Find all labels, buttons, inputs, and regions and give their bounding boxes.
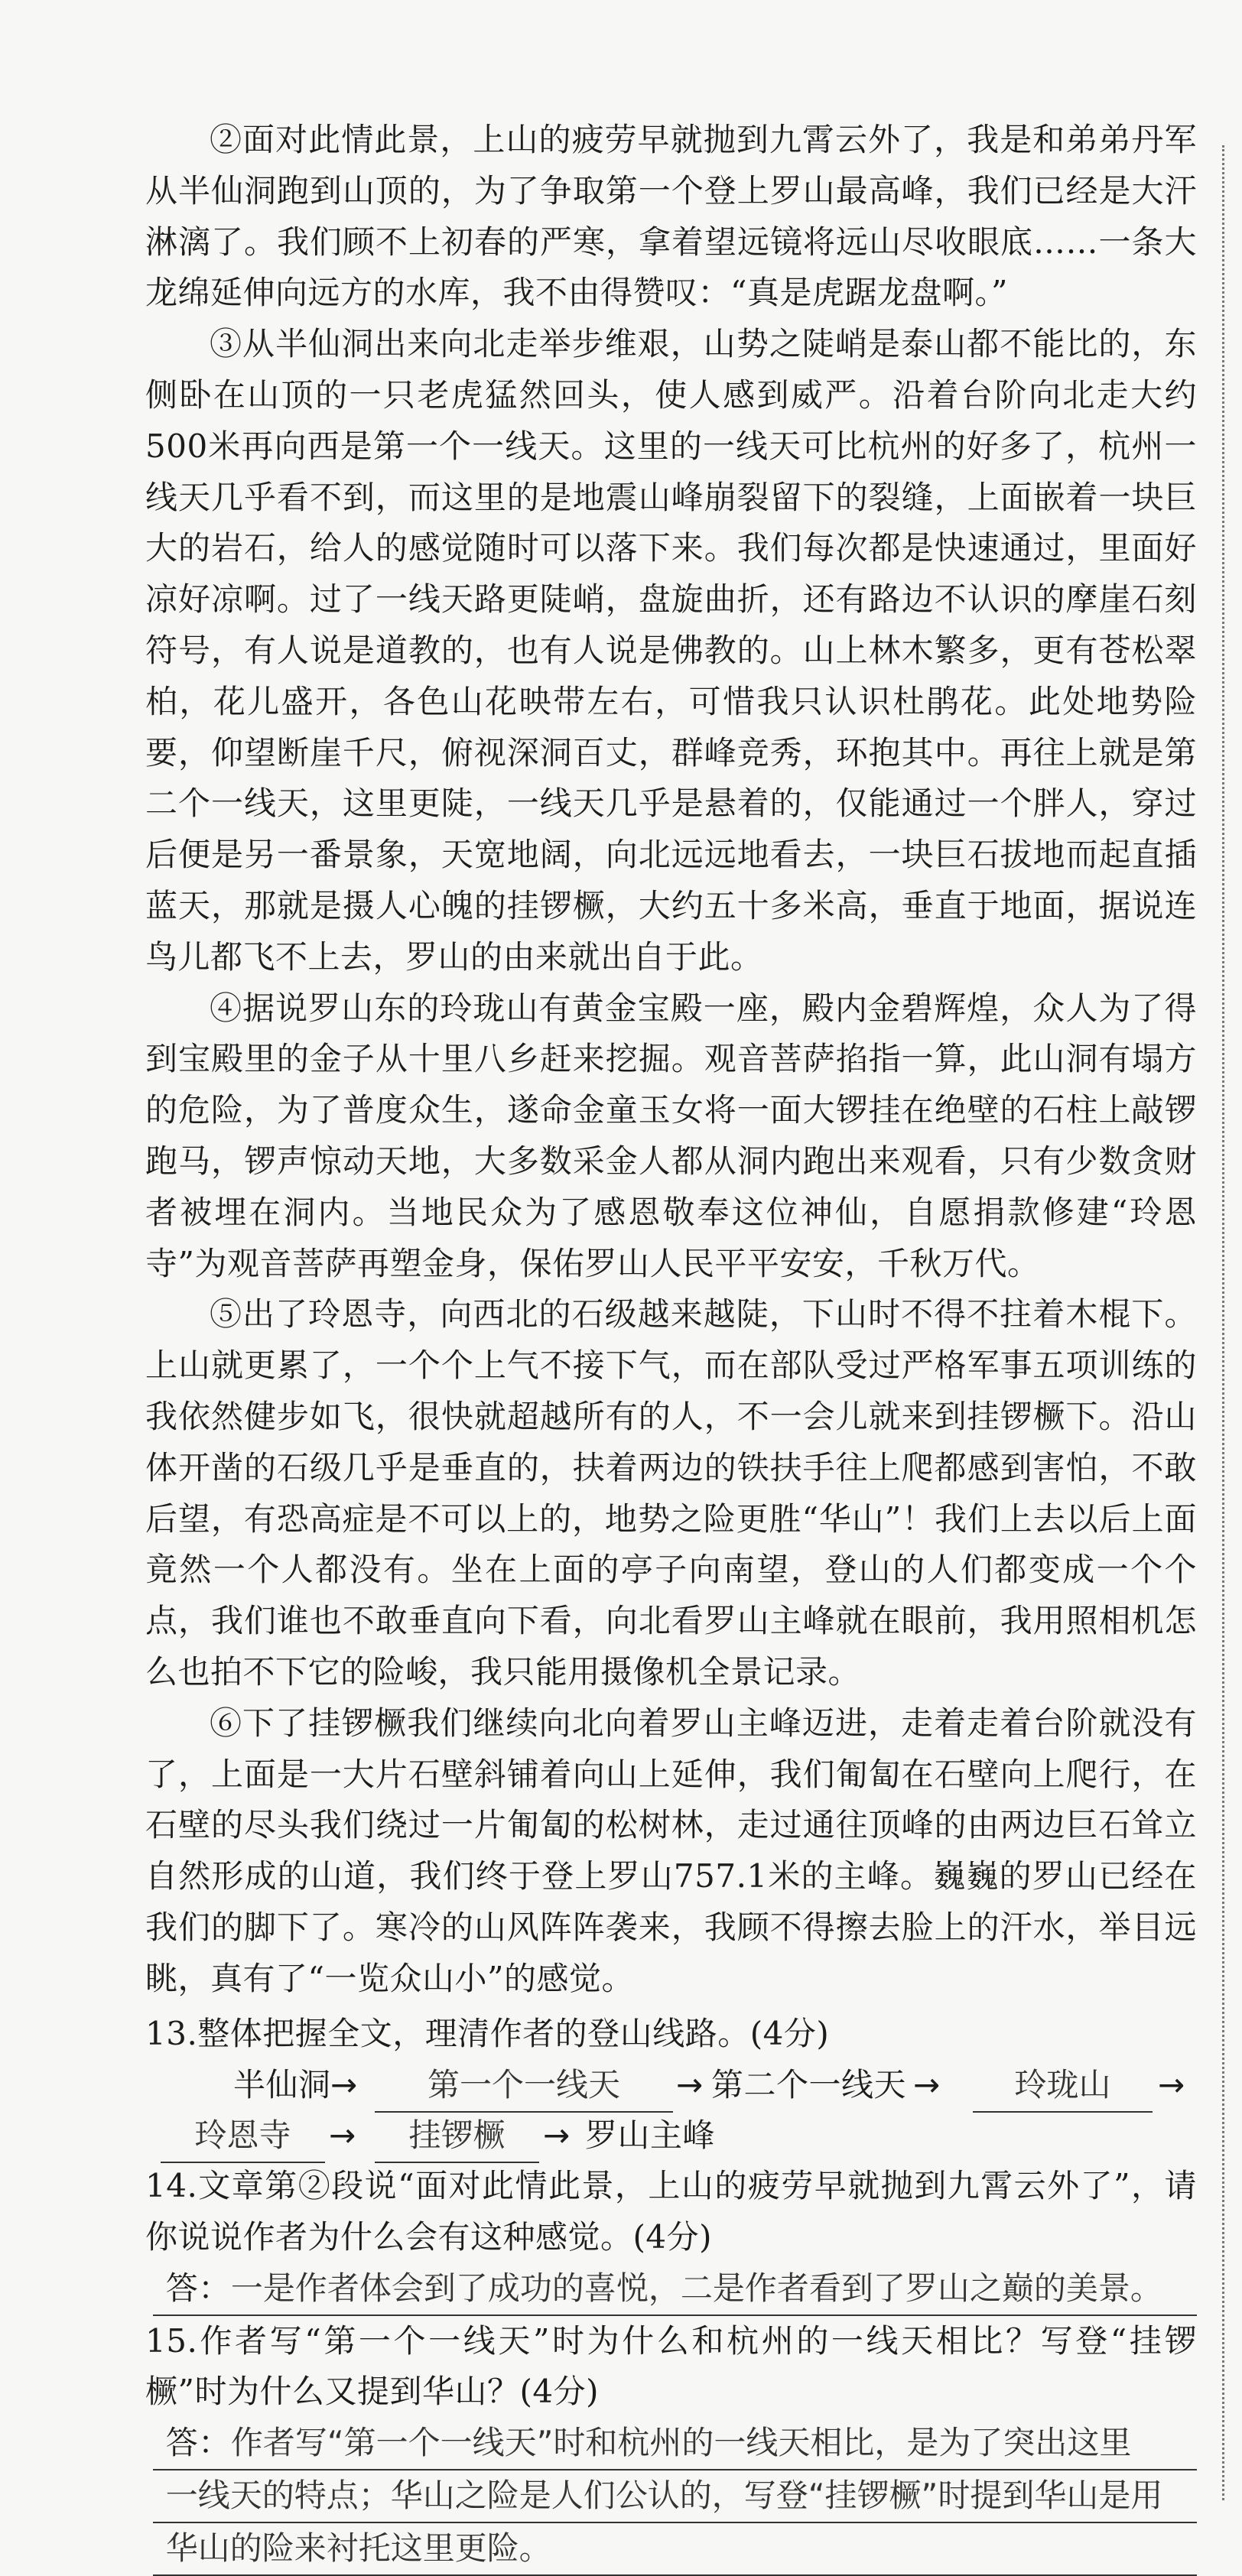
arrow-icon: → [543, 2116, 571, 2155]
route-line-1 [145, 2060, 1197, 2110]
arrow-icon: → [1158, 2066, 1185, 2104]
paragraph-4: ④据说罗山东的玲珑山有黄金宝殿一座，殿内金碧辉煌，众人为了得到宝殿里的金子从十里八乡赶来挖掘。观音菩萨掐指一算，此山洞有塌方的危险，为了普度众生，遂命金童玉女将一面大锣挂在绝壁的石柱上敲锣跑马，锣声惊动天地，大多数采金人都从洞内跑出来观看，只有少数贪财者被埋在洞内。当地民众为了感恩敬奉这位神仙，自愿捐款修建“玲恩寺”为观音菩萨再塑金身，保佑罗山人民平平安安，千秋万代。 [145, 989, 1197, 1282]
route-start: 半仙洞 [233, 2066, 331, 2104]
question-14-answer[interactable] [153, 2263, 1197, 2316]
answer-label: 答： [165, 2269, 231, 2307]
route-end: 罗山主峰 [585, 2116, 716, 2155]
arrow-icon: → [330, 2066, 358, 2104]
arrow-icon: → [913, 2066, 941, 2104]
question-13-prompt: 13.整体把握全文，理清作者的登山线路。(4分) [145, 2015, 830, 2053]
paragraph-2: ②面对此情此景，上山的疲劳早就抛到九霄云外了，我是和弟弟丹军从半仙洞跑到山顶的，为了争取第一个登上罗山最高峰，我们已经是大汗淋漓了。我们顾不上初春的严寒，拿着望远镜将远山尽收眼底……一条大龙绵延伸向远方的水库，我不由得赞叹：“真是虎踞龙盘啊。” [145, 121, 1197, 312]
answer-blank-1[interactable]: 第一个一线天 [375, 2060, 673, 2113]
paragraph-5: ⑤出了玲恩寺，向西北的石级越来越陡，下山时不得不拄着木棍下。上山就更累了，一个个上气不接下气，而在部队受过严格军事五项训练的我依然健步如飞，很快就超越所有的人，不一会儿就来到挂锣橛下。沿山体开凿的石级几乎是垂直的，扶着两边的铁扶手往上爬都感到害怕，不敢后望，有恐高症是不可以上的，地势之险更胜“华山”！我们上去以后上面竟然一个人都没有。坐在上面的亭子向南望，登山的人们都变成一个个点，我们谁也不敢垂直向下看，向北看罗山主峰就在眼前，我用照相机怎么也拍不下它的险峻，我只能用摄像机全景记录。 [145, 1295, 1197, 1691]
binding-dashed-line [1222, 145, 1224, 2500]
route-mid: 第二个一线天 [711, 2066, 907, 2104]
answer-text: 一是作者体会到了成功的喜悦，二是作者看到了罗山之巅的美景。 [230, 2269, 1162, 2307]
arrow-icon: → [329, 2116, 356, 2155]
answer-blank-3[interactable]: 玲恩寺 [161, 2110, 325, 2163]
question-15-answer-line-2[interactable] [153, 2470, 1197, 2523]
route-line-2 [145, 2110, 1197, 2161]
answer-blank-4[interactable]: 挂锣橛 [375, 2110, 539, 2163]
answer-blank-2[interactable]: 玲珑山 [973, 2060, 1153, 2113]
answer-text: 一线天的特点；华山之险是人们公认的，写登“挂锣橛”时提到华山是用 [165, 2477, 1163, 2515]
answer-text: 作者写“第一个一线天”时和杭州的一线天相比，是为了突出这里 [230, 2424, 1132, 2462]
reading-passage [145, 115, 1197, 2576]
answer-label: 答： [165, 2424, 231, 2462]
question-15-answer-line-3[interactable] [153, 2523, 1197, 2576]
question-15-prompt: 15.作者写“第一个一线天”时为什么和杭州的一线天相比？写登“挂锣橛”时为什么又提到华山？(4分) [145, 2321, 1197, 2411]
paragraph-6: ⑥下了挂锣橛我们继续向北向着罗山主峰迈进，走着走着台阶就没有了，上面是一大片石壁斜铺着向山上延伸，我们匍匐在石壁向上爬行，在石壁的尽头我们绕过一片匍匐的松树林，走过通往顶峰的由两边巨石耸立自然形成的山道，我们终于登上罗山757.1米的主峰。巍巍的罗山已经在我们的脚下了。寒冷的山风阵阵袭来，我顾不得擦去脸上的汗水，举目远眺，真有了“一览众山小”的感觉。 [145, 1704, 1197, 1997]
question-14-prompt: 14.文章第②段说“面对此情此景，上山的疲劳早就抛到九霄云外了”，请你说说作者为什么会有这种感觉。(4分) [145, 2167, 1197, 2256]
answer-text: 华山的险来衬托这里更险。 [165, 2529, 551, 2567]
arrow-icon: → [676, 2066, 704, 2104]
paragraph-3: ③从半仙洞出来向北走举步维艰，山势之陡峭是泰山都不能比的，东侧卧在山顶的一只老虎猛然回头，使人感到威严。沿着台阶向北走大约500米再向西是第一个一线天。这里的一线天可比杭州的好多了，杭州一线天几乎看不到，而这里的是地震山峰崩裂留下的裂缝，上面嵌着一块巨大的岩石，给人的感觉随时可以落下来。我们每次都是快速通过，里面好凉好凉啊。过了一线天路更陡峭，盘旋曲折，还有路边不认识的摩崖石刻符号，有人说是道教的，也有人说是佛教的。山上林木繁多，更有苍松翠柏，花儿盛开，各色山花映带左右，可惜我只认识杜鹃花。此处地势险要，仰望断崖千尺，俯视深洞百丈，群峰竞秀，环抱其中。再往上就是第二个一线天，这里更陡，一线天几乎是悬着的，仅能通过一个胖人，穿过后便是另一番景象，天宽地阔，向北远远地看去，一块巨石拔地而起直插蓝天，那就是摄人心魄的挂锣橛，大约五十多米高，垂直于地面，据说连鸟儿都飞不上去，罗山的由来就出自于此。 [145, 325, 1197, 976]
question-15-answer-line-1[interactable] [153, 2418, 1197, 2470]
